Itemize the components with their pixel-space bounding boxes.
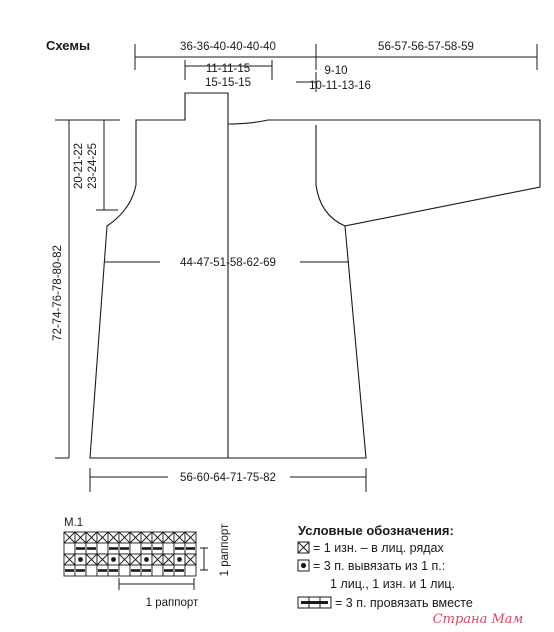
chart-increase-mark <box>177 557 182 562</box>
dim-length: 72-74-76-78-80-82 <box>52 245 64 341</box>
chart-increase-mark <box>78 557 83 562</box>
schematic-title: Схемы <box>46 38 91 53</box>
chart-cell <box>64 543 75 554</box>
dim-armhole-1: 20-21-22 <box>73 142 85 190</box>
dim-neck-width-2: 15-15-15 <box>204 77 252 89</box>
rapport-vertical-label: 1 раппорт <box>219 523 231 577</box>
legend-decrease-symbol-icon <box>298 597 331 608</box>
chart-cell <box>119 565 130 576</box>
dim-top-left: 36-36-40-40-40-40 <box>180 41 276 53</box>
chart-cell <box>163 543 174 554</box>
chart-label: M.1 <box>64 517 84 529</box>
garment-outline <box>90 93 540 458</box>
legend-item-2b: 1 лиц., 1 изн. и 1 лиц. <box>330 577 456 591</box>
chart-cell <box>152 565 163 576</box>
rapport-horizontal-label: 1 раппорт <box>145 597 199 609</box>
watermark-text: Страна Мам <box>432 612 524 627</box>
chart-cell <box>130 543 141 554</box>
dim-shoulder-2: 10-11-13-16 <box>309 80 371 92</box>
dim-shoulder-1: 9-10 <box>324 65 348 77</box>
chart-cell <box>97 543 108 554</box>
chart-cell <box>185 565 196 576</box>
dim-neck-width-1: 11-11-15 <box>205 63 251 75</box>
legend-title: Условные обозначения: <box>298 523 454 538</box>
legend-item-3: = 3 п. провязать вместе <box>335 596 473 610</box>
stitch-chart-grid <box>64 532 196 576</box>
chart-increase-mark <box>144 557 149 562</box>
dim-armhole-2: 23-24-25 <box>87 142 99 190</box>
dim-chest: 44-47-51-58-62-69 <box>180 257 276 269</box>
chart-cell <box>86 565 97 576</box>
legend-item-1: = 1 изн. – в лиц. рядах <box>313 541 444 555</box>
legend-increase-symbol-icon <box>298 560 309 571</box>
dim-top-right: 56-57-56-57-58-59 <box>378 41 474 53</box>
legend-purl-symbol-icon <box>298 542 309 553</box>
legend-item-2a: = 3 п. вывязать из 1 п.: <box>313 559 446 573</box>
dim-bottom: 56-60-64-71-75-82 <box>180 472 276 484</box>
chart-increase-mark <box>111 557 116 562</box>
